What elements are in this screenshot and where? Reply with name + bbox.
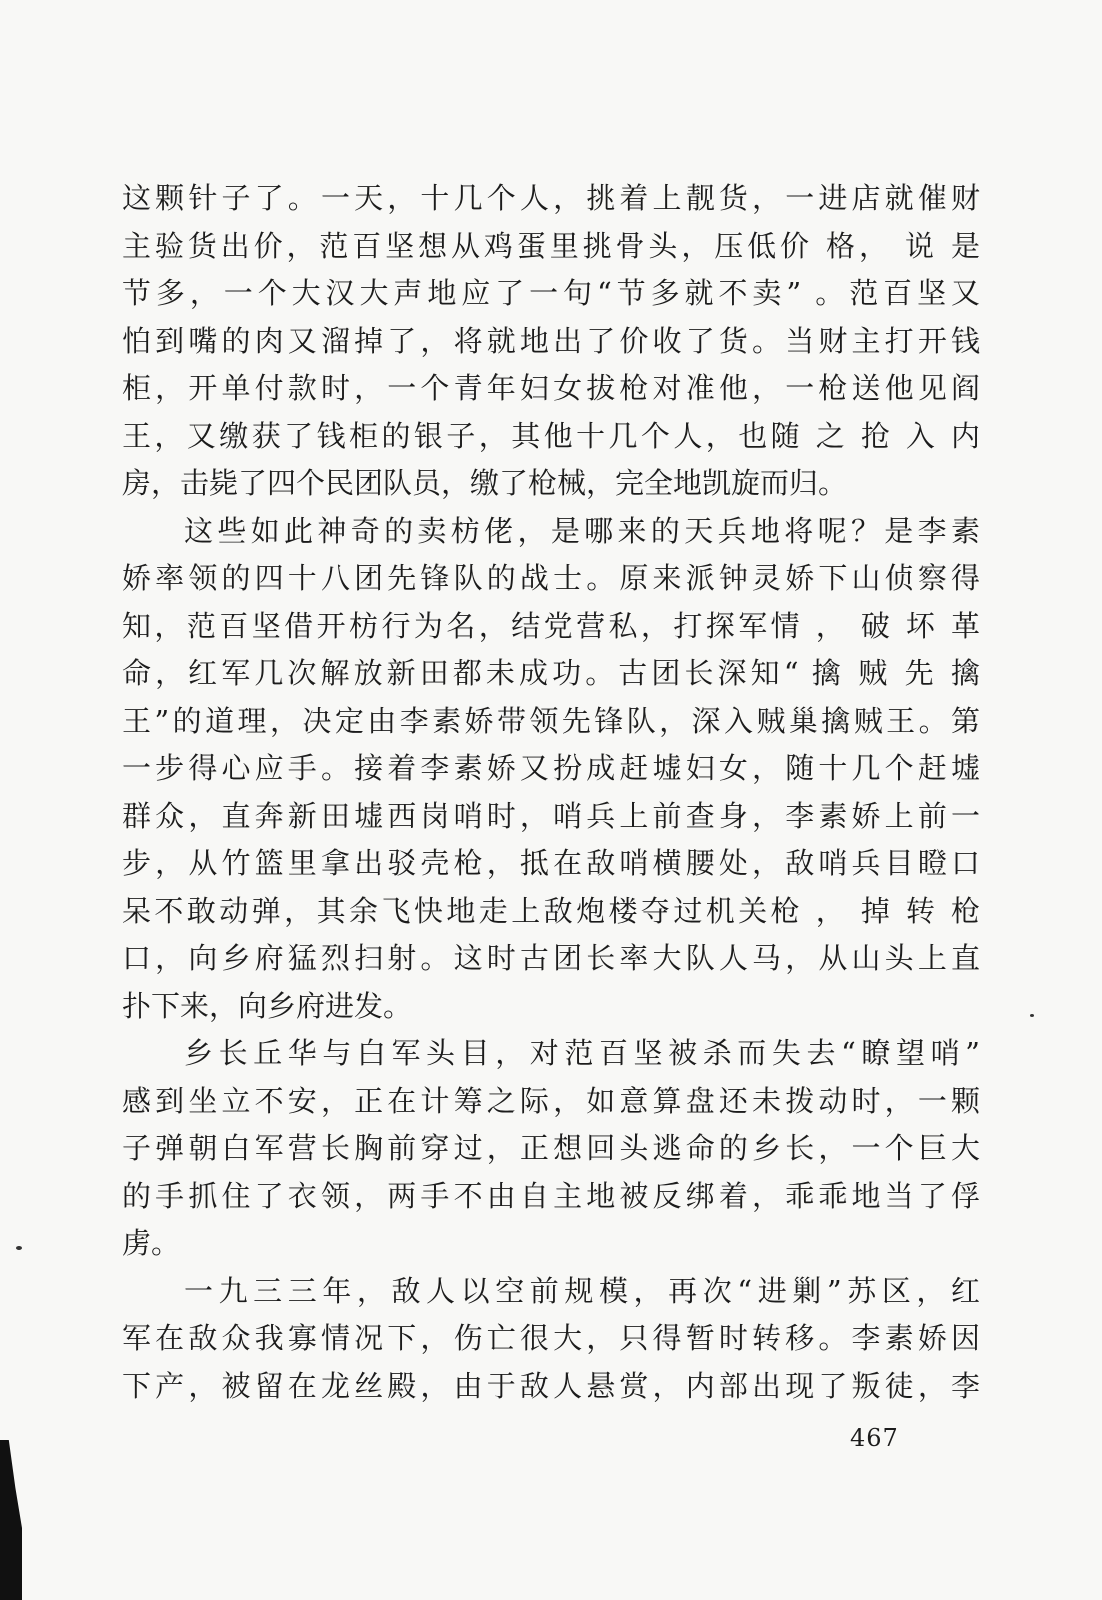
text-line: 子弹朝白军营长胸前穿过，正想回头逃命的乡长，一个巨大 <box>122 1131 980 1165</box>
text-line: 柜，开单付款时，一个青年妇女拔枪对准他，一枪送他见阎 <box>122 371 980 405</box>
text-line: 一步得心应手。接着李素娇又扮成赶墟妇女，随十几个赶墟 <box>122 751 980 785</box>
text-line: 这些如此神奇的卖枋佬，是哪来的天兵地将呢？是李素 <box>184 513 980 548</box>
text-line: 王，又缴获了钱柜的银子，其他十几个人，也随 之 抢 入 内 <box>122 418 980 453</box>
body-text <box>122 175 980 1410</box>
text-line: 扑下来，向乡府进发。 <box>122 988 413 1023</box>
text-line: 呆不敢动弹，其余飞快地走上敌炮楼夺过机关枪 ， 掉 转 枪 <box>122 893 980 928</box>
text-line: 房，击毙了四个民团队员，缴了枪械，完全地凯旋而归。 <box>122 466 848 500</box>
text-line: 节多，一个大汉大声地应了一句“节多就不卖” 。范百坚又 <box>122 276 980 310</box>
text-line: 王”的道理，决定由李素娇带领先锋队，深入贼巢擒贼王。第 <box>122 703 980 738</box>
text-line: 军在敌众我寡情况下，伤亡很大，只得暂时转移。李素娇因 <box>122 1321 980 1355</box>
text-line: 口，向乡府猛烈扫射。这时古团长率大队人马，从山头上直 <box>122 941 980 975</box>
scan-edge-shadow <box>0 1440 22 1600</box>
text-line: 主验货出价，范百坚想从鸡蛋里挑骨头，压低价 格， 说 是 <box>122 228 980 263</box>
text-line: 群众，直奔新田墟西岗哨时，哨兵上前查身，李素娇上前一 <box>122 798 980 833</box>
text-line: 虏。 <box>122 1226 181 1260</box>
text-line: 怕到嘴的肉又溜掉了，将就地出了价收了货。当财主打开钱 <box>122 323 980 358</box>
scan-speck <box>16 1246 22 1250</box>
text-line: 娇率领的四十八团先锋队的战士。原来派钟灵娇下山侦察得 <box>122 561 980 595</box>
text-line: 步，从竹篮里拿出驳壳枪，抵在敌哨横腰处，敌哨兵目瞪口 <box>122 846 980 880</box>
text-line: 一九三三年，敌人以空前规模，再次“进剿”苏区，红 <box>184 1273 980 1308</box>
text-line: 知，范百坚借开枋行为名，结党营私，打探军情 ， 破 坏 革 <box>122 608 980 643</box>
page-number: 467 <box>850 1424 899 1452</box>
text-line: 感到坐立不安，正在计筹之际，如意算盘还未拨动时，一颗 <box>122 1083 980 1118</box>
text-line: 下产，被留在龙丝殿，由于敌人悬赏，内部出现了叛徒，李 <box>122 1368 980 1403</box>
text-line: 这颗针子了。一天，十几个人，挑着上靓货，一进店就催财 <box>122 181 980 215</box>
scan-speck <box>1030 1014 1034 1017</box>
text-line: 的手抓住了衣领，两手不由自主地被反绑着，乖乖地当了俘 <box>122 1178 980 1213</box>
text-line: 乡长丘华与白军头目，对范百坚被杀而失去“瞭望哨” <box>184 1036 980 1070</box>
text-line: 命，红军几次解放新田都未成功。古团长深知“ 擒 贼 先 擒 <box>122 656 980 690</box>
